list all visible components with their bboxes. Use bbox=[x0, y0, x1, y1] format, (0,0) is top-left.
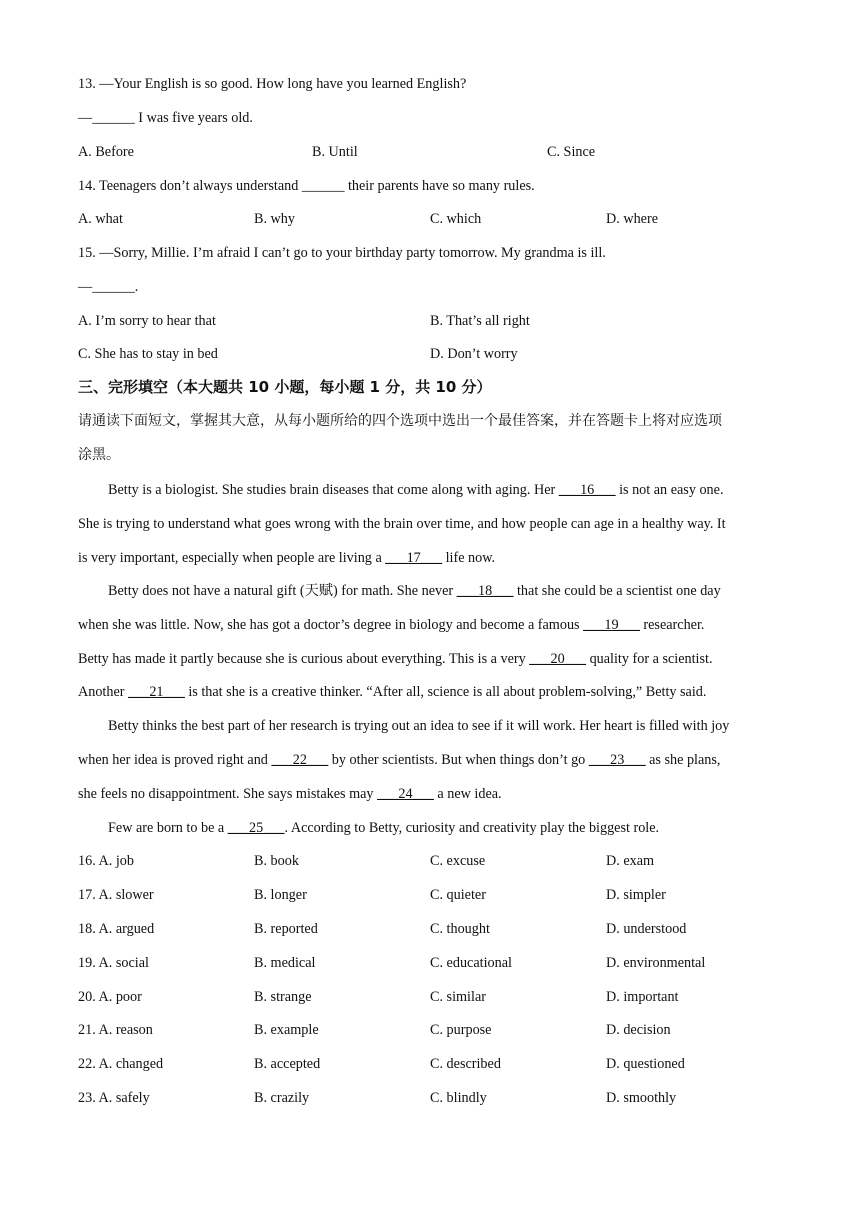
passage-line: Another ___21___ is that she is a creative thinker. “After all, science is all about problem-solving,” Betty said. bbox=[78, 684, 707, 700]
q13-option-a: A. Before bbox=[78, 144, 134, 160]
q17-option-b: B. longer bbox=[254, 887, 307, 903]
q17-option-c: C. quieter bbox=[430, 887, 486, 903]
passage-line: She is trying to understand what goes wrong with the brain over time, and how people can age in a healthy way. It bbox=[78, 516, 726, 532]
q22-option-b: B. accepted bbox=[254, 1056, 321, 1072]
q15-option-a: A. I’m sorry to hear that bbox=[78, 313, 216, 329]
passage-line: when her idea is proved right and ___22___ by other scientists. But when things don’t go ___23___ as she plans, bbox=[78, 752, 721, 768]
q21-option-a: 21. A. reason bbox=[78, 1022, 153, 1038]
q14-option-c: C. which bbox=[430, 211, 482, 227]
q15-option-b: B. That’s all right bbox=[430, 313, 530, 329]
q13-option-b: B. Until bbox=[312, 144, 358, 160]
q16-option-d: D. exam bbox=[606, 853, 655, 869]
passage-line: Betty has made it partly because she is curious about everything. This is a very ___20___ quality for a scientist. bbox=[78, 651, 713, 667]
q20-option-a: 20. A. poor bbox=[78, 989, 142, 1005]
q17-option-a: 17. A. slower bbox=[78, 887, 154, 903]
blank-25: ___25___ bbox=[227, 820, 285, 836]
blank-18: ___18___ bbox=[456, 583, 514, 599]
q20-option-b: B. strange bbox=[254, 989, 312, 1005]
blank-16: ___16___ bbox=[558, 482, 616, 498]
q15-option-c: C. She has to stay in bed bbox=[78, 346, 218, 362]
passage-line: Betty is a biologist. She studies brain diseases that come along with aging. Her ___16___ is not an easy one. bbox=[108, 482, 724, 498]
q18-option-a: 18. A. argued bbox=[78, 921, 155, 937]
q15-option-d: D. Don’t worry bbox=[430, 346, 518, 362]
passage-line: Betty does not have a natural gift (天赋) for math. She never ___18___ that she could be a scientist one day bbox=[108, 583, 721, 599]
q17-option-d: D. simpler bbox=[606, 887, 666, 903]
q14-option-d: D. where bbox=[606, 211, 658, 227]
q21-option-b: B. example bbox=[254, 1022, 319, 1038]
passage-line: Few are born to be a ___25___. According to Betty, curiosity and creativity play the biggest role. bbox=[108, 820, 660, 836]
passage-line: when she was little. Now, she has got a doctor’s degree in biology and become a famous ___19___ researcher. bbox=[78, 617, 705, 633]
q23-option-d: D. smoothly bbox=[606, 1090, 677, 1106]
passage-line: is very important, especially when people are living a ___17___ life now. bbox=[78, 550, 496, 566]
q20-option-c: C. similar bbox=[430, 989, 486, 1005]
q22-option-d: D. questioned bbox=[606, 1056, 685, 1072]
blank-20: ___20___ bbox=[529, 651, 587, 667]
blank-17: ___17___ bbox=[385, 550, 443, 566]
blank-22: ___22___ bbox=[271, 752, 329, 768]
section-instruction-cont: 涂黑。 bbox=[78, 447, 120, 463]
q14-option-a: A. what bbox=[78, 211, 123, 227]
q16-option-b: B. book bbox=[254, 853, 299, 869]
q15-reply: —______. bbox=[78, 279, 139, 295]
q13-stem: 13. —Your English is so good. How long have you learned English? bbox=[78, 76, 467, 92]
q22-option-a: 22. A. changed bbox=[78, 1056, 164, 1072]
q21-option-c: C. purpose bbox=[430, 1022, 492, 1038]
q16-option-a: 16. A. job bbox=[78, 853, 134, 869]
q14-stem: 14. Teenagers don’t always understand ______ their parents have so many rules. bbox=[78, 178, 535, 194]
q18-option-c: C. thought bbox=[430, 921, 490, 937]
q18-option-b: B. reported bbox=[254, 921, 318, 937]
q21-option-d: D. decision bbox=[606, 1022, 671, 1038]
q13-reply: —______ I was five years old. bbox=[78, 110, 253, 126]
blank-24: ___24___ bbox=[377, 786, 434, 802]
q16-option-c: C. excuse bbox=[430, 853, 486, 869]
q22-option-c: C. described bbox=[430, 1056, 501, 1072]
q13-option-c: C. Since bbox=[547, 144, 596, 160]
q15-stem: 15. —Sorry, Millie. I’m afraid I can’t go to your birthday party tomorrow. My grandma is ill. bbox=[78, 245, 606, 261]
blank-19: ___19___ bbox=[583, 617, 640, 633]
q19-option-d: D. environmental bbox=[606, 955, 706, 971]
q23-option-b: B. crazily bbox=[254, 1090, 310, 1106]
q19-option-a: 19. A. social bbox=[78, 955, 149, 971]
q19-option-c: C. educational bbox=[430, 955, 512, 971]
passage-line: Betty thinks the best part of her research is trying out an idea to see if it will work. Her heart is filled with joy bbox=[108, 718, 730, 734]
passage-line: she feels no disappointment. She says mistakes may ___24___ a new idea. bbox=[78, 786, 502, 802]
blank-23: ___23___ bbox=[588, 752, 646, 768]
q14-option-b: B. why bbox=[254, 211, 295, 227]
blank-21: ___21___ bbox=[128, 684, 185, 700]
q20-option-d: D. important bbox=[606, 989, 679, 1005]
q18-option-d: D. understood bbox=[606, 921, 687, 937]
q19-option-b: B. medical bbox=[254, 955, 316, 971]
q23-option-c: C. blindly bbox=[430, 1090, 487, 1106]
section-instruction: 请通读下面短文，掌握其大意，从每小题所给的四个选项中选出一个最佳答案，并在答题卡上将对应选项 bbox=[78, 413, 722, 429]
q23-option-a: 23. A. safely bbox=[78, 1090, 150, 1106]
section-title: 三、完形填空（本大题共 10 小题，每小题 1 分，共 10 分） bbox=[78, 378, 492, 396]
